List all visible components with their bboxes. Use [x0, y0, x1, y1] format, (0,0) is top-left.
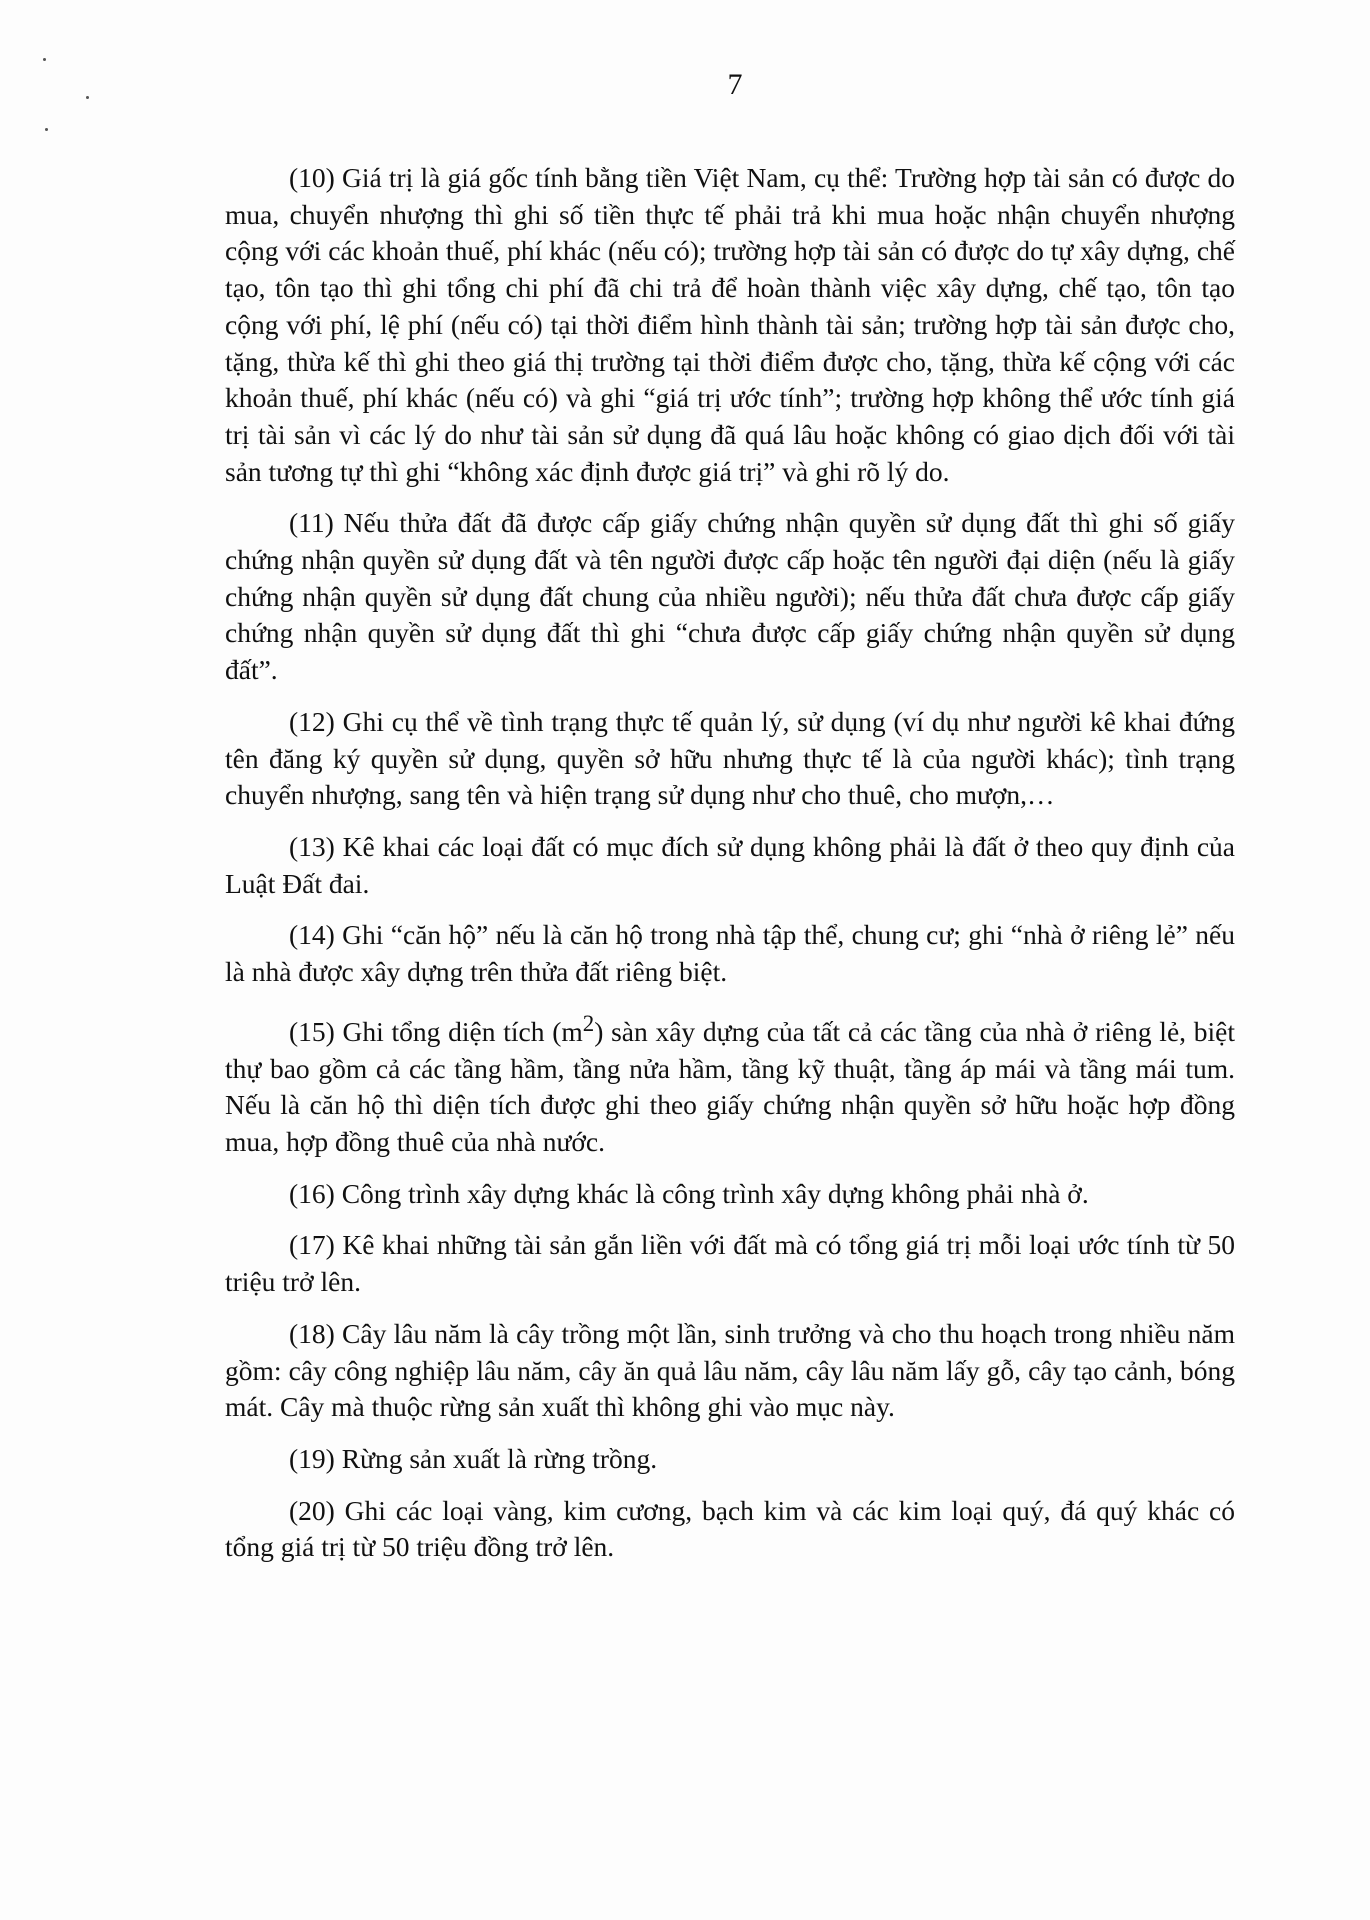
scan-speck — [43, 58, 46, 61]
note-20: (20) Ghi các loại vàng, kim cương, bạch kim và các kim loại quý, đá quý khác có tổng giá trị từ 50 triệu đồng trở lên. — [225, 1494, 1235, 1563]
note-16: (16) Công trình xây dựng khác là công trình xây dựng không phải nhà ở. — [289, 1177, 1089, 1209]
note-15-text-before: (15) Ghi tổng diện tích (m — [289, 1015, 583, 1047]
note-14: (14) Ghi “căn hộ” nếu là căn hộ trong nhà tập thể, chung cư; ghi “nhà ở riêng lẻ” nếu là nhà được xây dựng trên thửa đất riêng biệt. — [225, 919, 1235, 988]
document-body — [225, 160, 1235, 1581]
note-15 — [225, 1006, 1235, 1161]
note-18: (18) Cây lâu năm là cây trồng một lần, sinh trưởng và cho thu hoạch trong nhiều năm gồm: cây công nghiệp lâu năm, cây ăn quả lâu năm, cây lâu năm lấy gỗ, cây tạo cảnh, bóng mát. Cây mà thuộc rừng sản xuất thì không ghi vào mục này. — [225, 1317, 1235, 1423]
note-15-superscript: 2 — [582, 1010, 595, 1036]
note-17: (17) Kê khai những tài sản gắn liền với đất mà có tổng giá trị mỗi loại ước tính từ 50 triệu trở lên. — [225, 1229, 1235, 1298]
note-19: (19) Rừng sản xuất là rừng trồng. — [289, 1442, 658, 1474]
note-12: (12) Ghi cụ thể về tình trạng thực tế quản lý, sử dụng (ví dụ như người kê khai đứng tên đăng ký quyền sử dụng, quyền sở hữu nhưng thực tế là của người khác); tình trạng chuyển nhượng, sang tên và hiện trạng sử dụng như cho thuê, cho mượn,… — [225, 705, 1235, 811]
scan-speck — [45, 128, 48, 131]
note-10: (10) Giá trị là giá gốc tính bằng tiền Việt Nam, cụ thể: Trường hợp tài sản có được do mua, chuyển nhượng thì ghi số tiền thực tế phải trả khi mua hoặc nhận chuyển nhượng cộng với các khoản thuế, phí khác (nếu có); trường hợp tài sản có được do tự xây dựng, chế tạo, tôn tạo thì ghi tổng chi phí đã chi trả để hoàn thành việc xây dựng, chế tạo, tôn tạo cộng với phí, lệ phí (nếu có) tại thời điểm hình thành tài sản; trường hợp tài sản được cho, tặng, thừa kế thì ghi theo giá thị trường tại thời điểm được cho, tặng, thừa kế cộng với các khoản thuế, phí khác (nếu có) và ghi “giá trị ước tính”; trường hợp không thể ước tính giá trị tài sản vì các lý do như tài sản sử dụng đã quá lâu hoặc không có giao dịch đối với tài sản tương tự thì ghi “không xác định được giá trị” và ghi rõ lý do. — [225, 162, 1235, 487]
note-15-text-after: ) sàn xây dựng của tất cả các tầng của nhà ở riêng lẻ, biệt thự bao gồm cả các tầng hầm, tầng nửa hầm, tầng kỹ thuật, tầng áp mái và tầng mái tum. Nếu là căn hộ thì diện tích được ghi theo giấy chứng nhận quyền sở hữu hoặc hợp đồng mua, hợp đồng thuê của nhà nước. — [225, 1015, 1235, 1158]
page-number: 7 — [727, 68, 743, 101]
note-13: (13) Kê khai các loại đất có mục đích sử dụng không phải là đất ở theo quy định của Luật Đất đai. — [225, 830, 1235, 899]
note-11: (11) Nếu thửa đất đã được cấp giấy chứng nhận quyền sử dụng đất thì ghi số giấy chứng nhận quyền sử dụng đất và tên người được cấp hoặc tên người đại diện (nếu là giấy chứng nhận quyền sử dụng đất chung của nhiều người); nếu thửa đất chưa được cấp giấy chứng nhận quyền sử dụng đất thì ghi “chưa được cấp giấy chứng nhận quyền sử dụng đất”. — [225, 507, 1235, 686]
